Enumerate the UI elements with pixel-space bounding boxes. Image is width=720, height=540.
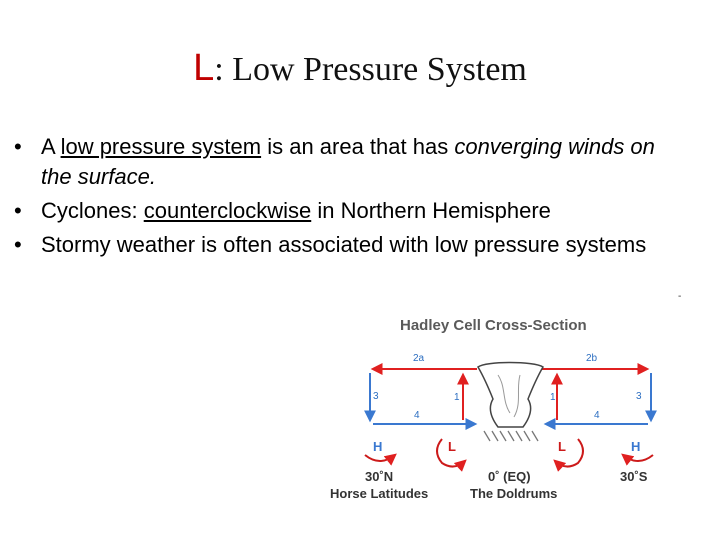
label-4-right: 4 bbox=[594, 410, 600, 421]
storm-cloud-icon bbox=[478, 363, 543, 428]
place-left: Horse Latitudes bbox=[330, 486, 429, 501]
high-rotation-right-icon bbox=[623, 455, 653, 461]
rain-hatch-icon bbox=[484, 431, 538, 441]
bullet-emphasis: converging winds on the surface bbox=[41, 134, 655, 189]
low-pressure-left-icon: L bbox=[448, 439, 456, 454]
place-center: The Doldrums bbox=[470, 486, 558, 501]
bullet-text: Cyclones: bbox=[41, 198, 144, 223]
bullet-text: A bbox=[41, 134, 61, 159]
label-3-right: 3 bbox=[636, 391, 642, 402]
latitude-right: 30˚S bbox=[620, 469, 648, 484]
bullet-text: . bbox=[149, 164, 156, 189]
latitude-left: 30˚N bbox=[365, 469, 394, 484]
hadley-cell-diagram bbox=[320, 305, 665, 505]
bullet-term: low pressure system bbox=[60, 134, 262, 159]
bullet-term: counterclockwise bbox=[143, 198, 312, 223]
bullet-dot: • bbox=[14, 134, 22, 159]
bullet-text: is an area that has bbox=[261, 134, 455, 159]
label-2a: 2a bbox=[413, 353, 425, 364]
high-pressure-right-icon: H bbox=[631, 439, 641, 454]
stray-mark: - bbox=[678, 291, 682, 302]
label-1-right: 1 bbox=[550, 392, 556, 403]
low-pressure-right-icon: L bbox=[558, 439, 566, 454]
label-3-left: 3 bbox=[373, 391, 379, 402]
bullet-dot: • bbox=[14, 232, 22, 257]
label-2b: 2b bbox=[586, 353, 598, 364]
diagram-title: Hadley Cell Cross-Section bbox=[400, 317, 587, 334]
bullet-dot: • bbox=[14, 198, 22, 223]
latitude-center: 0˚ (EQ) bbox=[488, 469, 531, 484]
label-4-left: 4 bbox=[414, 410, 420, 421]
title-text: : Low Pressure System bbox=[214, 51, 527, 88]
bullet-item bbox=[14, 132, 674, 192]
high-rotation-left-icon bbox=[365, 455, 395, 461]
slide-title bbox=[0, 46, 720, 92]
title-letter: L bbox=[193, 47, 215, 89]
bullet-list bbox=[14, 132, 674, 264]
bullet-text: in Northern Hemisphere bbox=[311, 198, 551, 223]
bullet-item bbox=[14, 230, 674, 260]
bullet-text: Stormy weather is often associated with low pressure systems bbox=[41, 232, 647, 257]
bullet-item bbox=[14, 196, 674, 226]
high-pressure-left-icon: H bbox=[373, 439, 383, 454]
label-1-left: 1 bbox=[454, 392, 460, 403]
